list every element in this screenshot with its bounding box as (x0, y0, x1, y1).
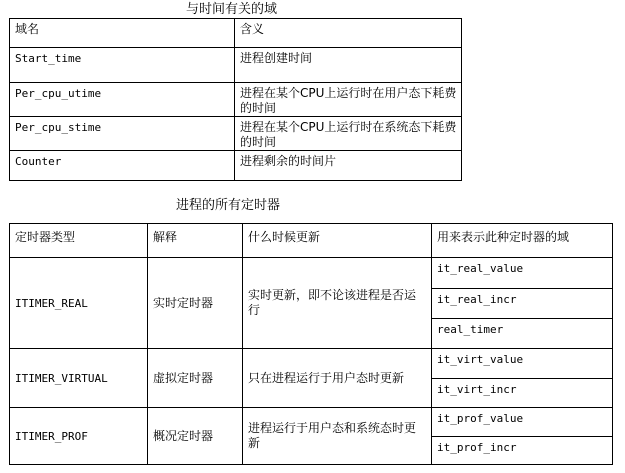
timer-type-cell: ITIMER_VIRTUAL (10, 349, 148, 408)
table2-caption: 进程的所有定时器 (176, 198, 281, 213)
field-name-cell: Per_cpu_utime (10, 83, 235, 117)
table-row (10, 408, 613, 465)
header-timer-type: 定时器类型 (10, 224, 148, 258)
header-field-name: 域名 (10, 19, 235, 48)
timer-update-cell: 只在进程运行于用户态时更新 (243, 349, 432, 408)
table1-caption: 与时间有关的域 (186, 2, 278, 17)
timer-field-name: it_prof_value (437, 412, 524, 425)
table-header-row (10, 224, 613, 258)
header-fields: 用来表示此种定时器的域 (432, 224, 613, 258)
meaning-cell: 进程在某个CPU上运行时在用户态下耗费的时间 (235, 83, 462, 117)
timer-field-name: it_virt_incr (432, 378, 612, 407)
timer-type-cell: ITIMER_REAL (10, 258, 148, 349)
timer-field-name: real_timer (432, 318, 612, 348)
timer-desc-cell: 概况定时器 (148, 408, 243, 465)
table-row (10, 258, 613, 349)
meaning-cell: 进程创建时间 (235, 48, 462, 83)
table-row (10, 48, 462, 83)
field-name-cell: Start_time (10, 48, 235, 83)
field-name-cell: Counter (10, 151, 235, 181)
timers-table (9, 223, 613, 465)
table-row (10, 151, 462, 181)
table-row (10, 349, 613, 408)
meaning-cell: 进程在某个CPU上运行时在系统态下耗费的时间 (235, 117, 462, 151)
timer-desc-cell: 虚拟定时器 (148, 349, 243, 408)
timer-field-name: it_real_incr (432, 288, 612, 318)
table-row (10, 83, 462, 117)
timer-update-cell: 进程运行于用户态和系统态时更新 (243, 408, 432, 465)
timer-fields-cell (432, 408, 613, 465)
table-header-row (10, 19, 462, 48)
header-explanation: 解释 (148, 224, 243, 258)
header-meaning: 含义 (235, 19, 462, 48)
field-name-cell: Per_cpu_stime (10, 117, 235, 151)
timer-fields-cell (432, 349, 613, 408)
timer-fields-cell (432, 258, 613, 349)
meaning-cell: 进程剩余的时间片 (235, 151, 462, 181)
timer-field-name: it_real_value (437, 262, 524, 275)
timer-type-cell: ITIMER_PROF (10, 408, 148, 465)
timer-desc-cell: 实时定时器 (148, 258, 243, 349)
header-update-time: 什么时候更新 (243, 224, 432, 258)
timer-update-cell: 实时更新，即不论该进程是否运行 (243, 258, 432, 349)
timer-field-name: it_prof_incr (432, 436, 612, 464)
table-row (10, 117, 462, 151)
timer-field-name: it_virt_value (437, 353, 524, 366)
time-fields-table (9, 18, 462, 181)
